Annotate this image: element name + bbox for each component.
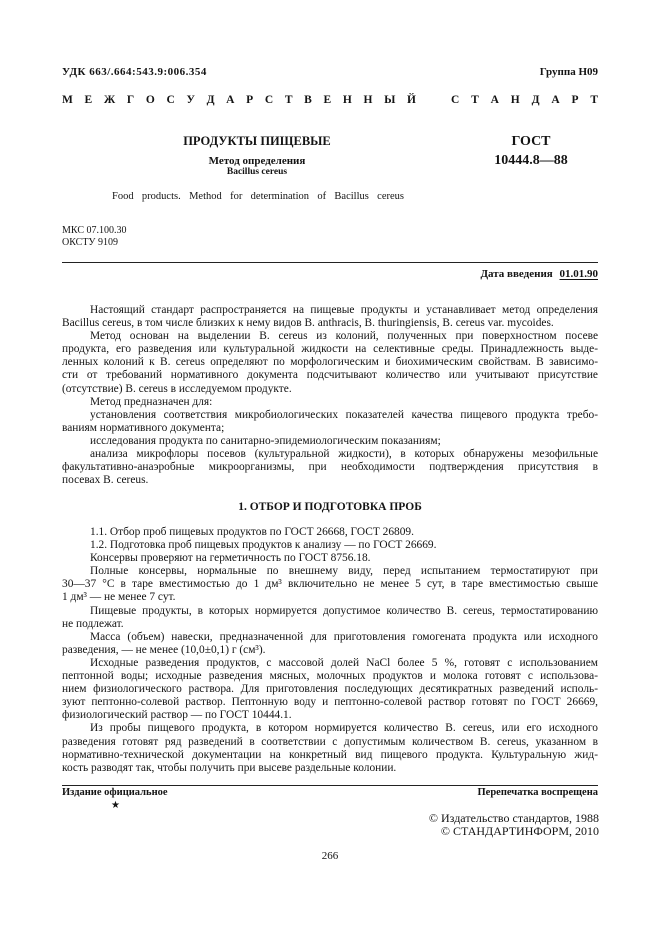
text-line: 1.2. Подготовка проб пищевых продуктов к анализу — по ГОСТ 26669. [90, 539, 437, 552]
text-line: не подлежат. [62, 617, 124, 630]
document-subtitle: Метод определения [208, 154, 306, 167]
page-number: 266 [321, 850, 339, 862]
text-line: зуют пептонно-солевой раствор. Пептонную воду и пептонно-солевой раствор готовят по ГОСТ 26669, [62, 696, 598, 709]
text-line: Bacillus cereus, в том числе близких к нему видов B. anthracis, B. thuringiensis, B. cereus var. mycoides. [62, 317, 554, 330]
text-line: нием физиологического раствора. Для приготовления последующих десятикратных разведений исполь- [62, 683, 598, 696]
text-line: Метод основан на выделении B. cereus из колоний, полученных при поверхностном посеве [90, 330, 598, 343]
text-line: физиологический раствор — по ГОСТ 10444.1. [62, 709, 292, 722]
text-line: исследования продукта по санитарно-эпидемиологическим показаниям; [90, 434, 441, 447]
text-line: ваниям нормативного документа; [62, 421, 225, 434]
text-line: 1 дм³ — не менее 7 сут. [62, 591, 176, 604]
header-divider [62, 262, 598, 263]
group-code: Группа Н09 [539, 66, 598, 78]
document-title: ПРОДУКТЫ ПИЩЕВЫЕ [183, 133, 331, 148]
text-line: (отсутствие) B. cereus в исследуемом продукте. [62, 382, 292, 395]
standard-banner-left: М Е Ж Г О С У Д А Р С Т В Е Н Н Ы Й [62, 94, 416, 106]
standard-label: ГОСТ [511, 133, 551, 149]
copyright-standartinform: © СТАНДАРТИНФОРМ, 2010 [440, 823, 599, 838]
document-organism: Bacillus cereus [226, 167, 288, 177]
text-line: 1.1. Отбор проб пищевых продуктов по ГОСТ 26668, ГОСТ 26809. [90, 526, 414, 538]
official-edition-note: Издание официальное [62, 787, 168, 798]
text-line: Пищевые продукты, в которых нормируется допустимое количество B. cereus, термостатированию [90, 604, 598, 617]
section-heading: 1. ОТБОР И ПОДГОТОВКА ПРОБ [238, 500, 422, 513]
udk-code: УДК 663/.664:543.9:006.354 [62, 66, 207, 78]
okstu-code: ОКСТУ 9109 [62, 237, 119, 248]
text-line: Из пробы пищевого продукта, в котором нормируется количество B. cereus, или его исходного [90, 722, 598, 735]
text-line: нормативно-технической документации на конкретный вид пищевого продукта. Культуральную жид- [62, 748, 598, 761]
copyright-publisher: © Издательство стандартов, 1988 [428, 810, 599, 825]
english-title: Food products. Method for determination of Bacillus cereus [112, 190, 404, 202]
footer-divider [62, 785, 598, 786]
effective-date [398, 268, 598, 281]
text-line: посевах B. cereus. [62, 474, 149, 487]
mks-code: МКС 07.100.30 [62, 225, 127, 236]
text-line: Метод предназначен для: [90, 395, 213, 408]
text-line: Исходные разведения продуктов, с массовой долей NaCl более 5 %, готовят с использованием [90, 656, 598, 669]
text-line: сти от требований нормативного документа подсчитывают количество или учитывают присутствие [62, 369, 598, 382]
intro-text [62, 304, 598, 487]
text-line: продукта, его разведения или культуральной жидкости на селективные среды. Принадлежность выде- [62, 343, 598, 356]
text-line: Настоящий стандарт распространяется на пищевые продукты и устанавливает метод определения [90, 304, 598, 316]
text-line: Консервы проверяют на герметичность по ГОСТ 8756.18. [90, 552, 371, 565]
standard-banner-right: С Т А Н Д А Р Т [451, 94, 598, 106]
text-line: разведения готовят ряд разведений в соответствии с допустимым количеством B. cereus, указанном в [62, 735, 598, 748]
text-line: ленных колоний к B. cereus определяют по морфологическим и биохимическим свойствам. В зависимо- [62, 356, 598, 369]
effective-date-label: Дата введения [480, 267, 553, 280]
text-line: кость разводят так, чтобы получить при высеве раздельные колонии. [62, 761, 397, 774]
text-line: Полные консервы, нормальные по внешнему виду, перед испытанием термостатируют при [90, 565, 598, 578]
text-line: Масса (объем) навески, предназначенной для приготовления гомогената продукта или исходного [90, 630, 598, 643]
section-1-text [62, 526, 598, 775]
text-line: факультативно-анаэробные микроорганизмы, при необходимости подтверждения присутствия в [62, 461, 598, 474]
reprint-prohibited-note: Перепечатка воспрещена [477, 787, 598, 798]
effective-date-value: 01.01.90 [559, 267, 598, 280]
text-line: 30—37 °С в таре вместимостью до 1 дм³ включительно не менее 5 сут, в таре вместимостью свыше [62, 578, 598, 591]
standard-number: 10444.8—88 [494, 152, 568, 168]
text-line: анализа микрофлоры посевов (культуральной жидкости), в которых обнаружены мезофильные [90, 448, 598, 461]
text-line: разведения, — не менее (10,0±0,1) г (см³). [62, 643, 266, 656]
text-line: установления соответствия микробиологических показателей качества пищевого продукта требо- [90, 408, 598, 421]
star-icon: ★ [111, 799, 120, 811]
text-line: пептонной воды; исходные разведения мясных, молочных продуктов и молока готовят с использова- [62, 670, 598, 683]
